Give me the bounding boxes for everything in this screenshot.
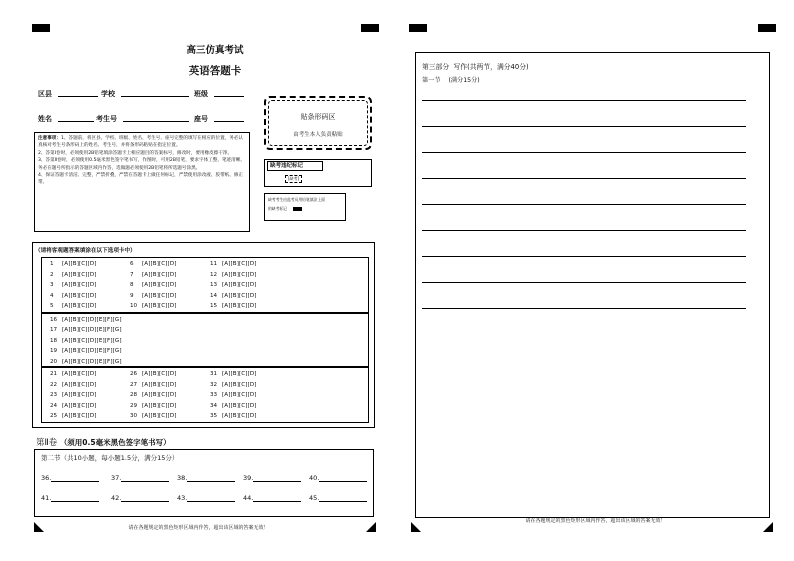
- writing-line[interactable]: [422, 178, 746, 179]
- question-row[interactable]: [130, 303, 177, 309]
- question-number: 12: [210, 271, 218, 278]
- school-label: 学校: [101, 90, 115, 98]
- writing-line[interactable]: [422, 230, 746, 231]
- exam-title: 高三仿真考试: [186, 45, 244, 56]
- blank-line[interactable]: [121, 475, 169, 482]
- class-field[interactable]: [214, 96, 244, 97]
- blank-item[interactable]: [243, 494, 301, 502]
- answer-options[interactable]: [A][B][C][D]: [142, 371, 177, 377]
- question-number: 5: [50, 303, 54, 310]
- blank-line[interactable]: [187, 475, 235, 482]
- blank-number: 44.: [243, 494, 254, 502]
- blank-line[interactable]: [319, 475, 367, 482]
- exam-no-label: 考生号: [96, 115, 117, 123]
- section-2-title: [36, 436, 171, 448]
- question-row[interactable]: [130, 282, 177, 288]
- blank-number: 37.: [111, 474, 122, 482]
- district-field[interactable]: [58, 96, 98, 97]
- notice-box: [34, 132, 250, 232]
- answer-options[interactable]: [A][B][C][D]: [62, 303, 97, 310]
- question-row[interactable]: [130, 371, 177, 377]
- question-number: 9: [130, 292, 134, 299]
- question-row[interactable]: [50, 413, 97, 419]
- blank-line[interactable]: [51, 495, 99, 502]
- writing-line[interactable]: [422, 100, 746, 101]
- answer-options[interactable]: [A][B][C][D]: [142, 271, 177, 278]
- question-number: 26: [130, 371, 138, 377]
- writing-score: (满分15分): [448, 77, 480, 84]
- fill-blank-header: 第二节（共10小题，每小题1.5分，满分15分）: [41, 454, 179, 462]
- answer-options[interactable]: [A][B][C][D][E][F][G]: [62, 337, 122, 344]
- writing-line[interactable]: [422, 256, 746, 257]
- absent-mark-title: 缺考违纪标记: [267, 161, 323, 171]
- question-number: 29: [130, 402, 138, 409]
- answer-options[interactable]: [A][B][C][D]: [62, 261, 97, 267]
- question-row[interactable]: [130, 403, 177, 409]
- blank-line[interactable]: [51, 475, 99, 482]
- question-row[interactable]: [130, 272, 177, 278]
- answer-options[interactable]: [A][B][C][D]: [222, 271, 257, 278]
- question-number: 31: [210, 371, 218, 377]
- absent-mark-box: [264, 159, 372, 187]
- name-field[interactable]: [58, 121, 94, 122]
- question-number: 1: [50, 261, 54, 267]
- absent-note: [264, 193, 346, 221]
- blank-item[interactable]: [111, 494, 169, 502]
- question-number: 13: [210, 282, 218, 289]
- district-label: 区县: [38, 90, 52, 98]
- position-mark: [758, 24, 776, 32]
- answer-options[interactable]: [A][B][C][D]: [62, 371, 97, 377]
- question-number: 24: [50, 402, 58, 409]
- question-number: 28: [130, 392, 138, 399]
- sample-fill-mark: [293, 207, 302, 211]
- position-mark: [32, 24, 50, 32]
- answer-options[interactable]: [A][B][C][D]: [222, 261, 257, 267]
- exam-no-field[interactable]: [123, 121, 189, 122]
- question-number: 2: [50, 271, 54, 278]
- section-2-label: 第Ⅱ卷: [36, 438, 58, 448]
- blank-number: 39.: [243, 474, 254, 482]
- objective-answer-area: [32, 242, 375, 428]
- question-row[interactable]: [50, 327, 122, 333]
- answer-options[interactable]: [A][B][C][D]: [142, 292, 177, 299]
- question-number: 8: [130, 282, 134, 289]
- question-row[interactable]: [210, 293, 257, 299]
- answer-options[interactable]: [A][B][C][D]: [142, 261, 177, 267]
- barcode-area: [264, 96, 372, 150]
- notice-item: 2、答第Ⅰ卷时，必须使用2B铅笔填涂答题卡上相应题目的答案标号，修改时，要用橡皮擦干净。: [38, 150, 233, 156]
- footer-note: 请在各题规定的黑色矩形区域内作答，超出该区域的答案无效！: [525, 518, 666, 524]
- question-row[interactable]: [50, 403, 97, 409]
- name-label: 姓名: [38, 115, 52, 123]
- question-number: 3: [50, 282, 54, 289]
- answer-group-3: [41, 367, 369, 423]
- writing-section-label: 第一节: [422, 77, 441, 84]
- blank-item[interactable]: [177, 494, 235, 502]
- question-number: 21: [50, 371, 58, 377]
- writing-part: 第三部分: [422, 63, 450, 71]
- question-row[interactable]: [50, 359, 122, 365]
- question-number: 10: [130, 303, 138, 310]
- answer-options[interactable]: [A][B][C][D]: [142, 282, 177, 289]
- answer-options[interactable]: [A][B][C][D]: [62, 282, 97, 289]
- absent-note-line: 缺考考生由监考员用铅笔填涂上面: [268, 197, 325, 202]
- answer-options[interactable]: [A][B][C][D]: [222, 371, 257, 377]
- question-row[interactable]: [210, 413, 257, 419]
- question-number: 30: [130, 413, 138, 420]
- absent-checkbox[interactable]: [缺考]: [285, 175, 302, 183]
- question-row[interactable]: [50, 371, 97, 377]
- question-number: 15: [210, 303, 218, 310]
- answer-options[interactable]: [A][B][C][D]: [222, 282, 257, 289]
- question-row[interactable]: [50, 303, 97, 309]
- writing-line[interactable]: [422, 126, 746, 127]
- section-2-instruction: （须用0.5毫米黑色签字笔书写）: [59, 438, 171, 447]
- question-row[interactable]: [210, 403, 257, 409]
- blank-line[interactable]: [319, 495, 367, 502]
- answer-options[interactable]: [A][B][C][D]: [142, 392, 177, 399]
- writing-area: [415, 52, 770, 518]
- question-row[interactable]: [210, 303, 257, 309]
- answer-options[interactable]: [A][B][C][D]: [62, 402, 97, 409]
- answer-options[interactable]: [A][B][C][D]: [62, 392, 97, 399]
- question-row[interactable]: [130, 382, 177, 388]
- answer-options[interactable]: [A][B][C][D]: [62, 413, 97, 420]
- writing-title: [422, 61, 529, 71]
- answer-options[interactable]: [A][B][C][D][E][F][G]: [62, 317, 122, 323]
- seat-label: 座号: [194, 115, 208, 123]
- position-mark: [361, 24, 379, 32]
- question-number: 16: [50, 317, 58, 323]
- question-number: 32: [210, 381, 218, 388]
- question-row[interactable]: [50, 261, 97, 267]
- question-row[interactable]: [50, 282, 97, 288]
- blank-item[interactable]: [309, 494, 367, 502]
- question-number: 34: [210, 402, 218, 409]
- answer-options[interactable]: [A][B][C][D][E][F][G]: [62, 348, 122, 355]
- question-row[interactable]: [130, 392, 177, 398]
- notice-label: 注意事项：: [38, 136, 61, 141]
- blank-line[interactable]: [187, 495, 235, 502]
- answer-options[interactable]: [A][B][C][D]: [222, 402, 257, 409]
- blank-item[interactable]: [41, 474, 99, 482]
- answer-options[interactable]: [A][B][C][D]: [142, 381, 177, 388]
- absent-note-line: 的缺考标记: [268, 206, 287, 211]
- writing-section: [422, 75, 480, 84]
- blank-number: 38.: [177, 474, 188, 482]
- question-row[interactable]: [130, 293, 177, 299]
- question-number: 7: [130, 271, 134, 278]
- seat-field[interactable]: [214, 121, 244, 122]
- blank-number: 36.: [41, 474, 52, 482]
- answer-options[interactable]: [A][B][C][D][E][F][G]: [62, 327, 122, 334]
- question-row[interactable]: [50, 293, 97, 299]
- blank-item[interactable]: [177, 474, 235, 482]
- blank-number: 41.: [41, 494, 52, 502]
- blank-item[interactable]: [309, 474, 367, 482]
- barcode-subtitle: 由考生本人负责粘贴: [293, 132, 343, 138]
- question-row[interactable]: [50, 317, 122, 323]
- notice-item: 3、答第Ⅱ卷时，必须使用0.5毫米黑色签字笔书写，作图时，可用2B铅笔，要求字体工整、笔迹清晰。务必在题号所指示的答题区域内作答，选做题必须使用2B铅笔将所选题号涂黑。: [38, 158, 245, 171]
- answer-options[interactable]: [A][B][C][D]: [142, 413, 177, 420]
- class-label: 班级: [194, 90, 208, 98]
- blank-item[interactable]: [41, 494, 99, 502]
- blank-number: 45.: [309, 494, 320, 502]
- question-number: 19: [50, 348, 58, 355]
- question-number: 6: [130, 261, 134, 267]
- writing-line[interactable]: [422, 204, 746, 205]
- barcode-title: 贴条形码区: [300, 113, 336, 121]
- question-row[interactable]: [50, 382, 97, 388]
- question-number: 27: [130, 381, 138, 388]
- notice-item: 4、保证答题卡清洁、完整，严禁折叠，严禁在答题卡上做任何标记，严禁使用涂改液、胶带纸、修正带。: [38, 173, 244, 186]
- answer-group-1: [41, 257, 369, 313]
- question-row[interactable]: [210, 261, 257, 267]
- sheet-title: 英语答题卡: [188, 65, 242, 77]
- blank-line[interactable]: [253, 495, 301, 502]
- question-row[interactable]: [210, 272, 257, 278]
- blank-line[interactable]: [253, 475, 301, 482]
- question-number: 23: [50, 392, 58, 399]
- blank-number: 42.: [111, 494, 122, 502]
- question-row[interactable]: [130, 261, 177, 267]
- question-row[interactable]: [50, 392, 97, 398]
- answer-options[interactable]: [A][B][C][D]: [222, 292, 257, 299]
- question-row[interactable]: [50, 272, 97, 278]
- blank-item[interactable]: [111, 474, 169, 482]
- answer-options[interactable]: [A][B][C][D]: [142, 303, 177, 310]
- blank-number: 40.: [309, 474, 320, 482]
- answer-options[interactable]: [A][B][C][D][E][F][G]: [62, 358, 122, 365]
- question-number: 11: [210, 261, 218, 267]
- question-number: 4: [50, 292, 54, 299]
- footer-note: 请在各题规定的黑色矩形区域内作答，超出该区域的答案无效！: [128, 525, 269, 531]
- question-number: 25: [50, 413, 58, 420]
- position-mark: [409, 24, 427, 32]
- answer-options[interactable]: [A][B][C][D]: [142, 402, 177, 409]
- answer-options[interactable]: [A][B][C][D]: [222, 381, 257, 388]
- question-number: 20: [50, 358, 58, 365]
- question-row[interactable]: [130, 413, 177, 419]
- answer-options[interactable]: [A][B][C][D]: [222, 303, 257, 310]
- question-number: 35: [210, 413, 218, 420]
- answer-options[interactable]: [A][B][C][D]: [62, 381, 97, 388]
- question-row[interactable]: [210, 371, 257, 377]
- blank-item[interactable]: [243, 474, 301, 482]
- blank-line[interactable]: [121, 495, 169, 502]
- question-row[interactable]: [50, 348, 122, 354]
- question-number: 22: [50, 381, 58, 388]
- answer-group-2: [41, 313, 369, 367]
- question-number: 17: [50, 327, 58, 334]
- answer-options[interactable]: [A][B][C][D]: [62, 271, 97, 278]
- writing-title-text: 写作(共两节，满分40分): [453, 63, 529, 71]
- question-row[interactable]: [50, 338, 122, 344]
- writing-line[interactable]: [422, 152, 746, 153]
- notice-item: 1、答题前，将区县、学校、班级、姓名、考生号、座号完整的填写在相应的位置，务必认真核对考生号条形码上的姓名、考生号，并将条形码粘贴在指定位置。: [38, 136, 244, 149]
- fill-blank-area: [34, 449, 374, 517]
- question-row[interactable]: [210, 282, 257, 288]
- question-row[interactable]: [210, 382, 257, 388]
- answer-options[interactable]: [A][B][C][D]: [62, 292, 97, 299]
- question-number: 18: [50, 337, 58, 344]
- objective-header: （请将客观题答案填涂在以下选项卡中）: [35, 248, 136, 254]
- question-number: 33: [210, 392, 218, 399]
- answer-options[interactable]: [A][B][C][D]: [222, 413, 257, 420]
- writing-line[interactable]: [422, 282, 746, 283]
- school-field[interactable]: [121, 96, 189, 97]
- question-number: 14: [210, 292, 218, 299]
- answer-options[interactable]: [A][B][C][D]: [222, 392, 257, 399]
- question-row[interactable]: [210, 392, 257, 398]
- writing-line[interactable]: [422, 308, 746, 309]
- blank-number: 43.: [177, 494, 188, 502]
